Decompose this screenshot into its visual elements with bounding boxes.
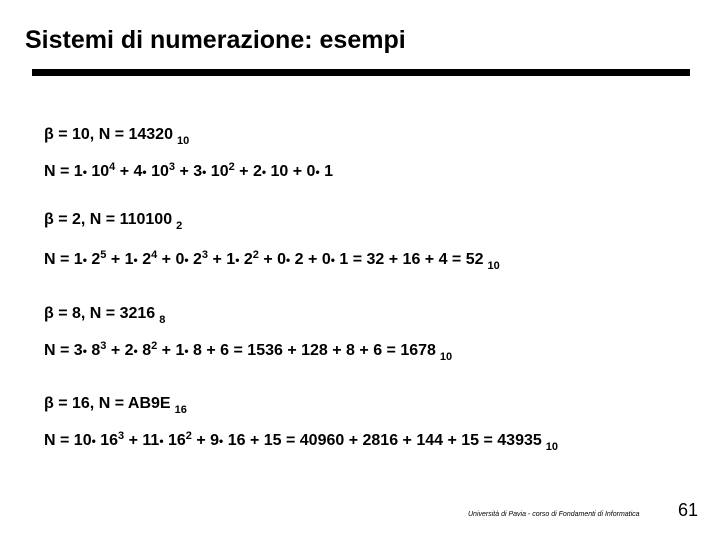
- example-3-result: 1536 + 128 + 8 + 6 = 1678: [247, 342, 436, 359]
- example-3-base: 8: [159, 314, 166, 326]
- example-4-header: β = 16, N = AB9E $_{16}$: [44, 395, 187, 416]
- example-4-result: 40960 + 2816 + 144 + 15 = 43935: [299, 432, 542, 449]
- example-2-base: 2: [176, 220, 183, 232]
- example-4-expansion: N = 10• $16^3$ + 11• $16^2$ + 9• 16 + 15 = 40960 + 2816 + 144 + 15 = 43935 $_{10}$: [44, 430, 559, 453]
- example-3-beta: 8: [72, 305, 81, 322]
- example-1-beta: 10: [72, 126, 90, 143]
- example-1-base: 10: [176, 135, 190, 147]
- title-rule: [32, 69, 690, 76]
- example-3-number: 3216: [119, 305, 156, 322]
- page-number: 61: [678, 500, 699, 520]
- example-2-number: 110100: [119, 211, 173, 228]
- example-1-header: β = 10, N = 14320 $_{10}$: [44, 126, 190, 147]
- example-4-base: 16: [174, 404, 187, 416]
- example-2-beta: 2: [72, 211, 81, 228]
- example-1-number: 14320: [128, 126, 173, 143]
- example-3-header: β = 8, N = 3216 $_8$: [44, 305, 166, 326]
- example-1-expansion: N = 1• $10^4$ + 4• $10^3$ + 3• $10^2$ + 2• 10 + 0• 1: [44, 161, 334, 180]
- example-2-result: 32 + 16 + 4 = 52: [366, 251, 484, 268]
- example-4-beta: 16: [72, 395, 90, 412]
- footer-text: Università di Pavia - corso di Fondamenti di Informatica: [468, 511, 640, 518]
- example-2-expansion: N = 1• $2^5$ + 1• $2^4$ + 0• $2^3$ + 1• $2^2$ + 0• 2 + 0• 1 = 32 + 16 + 4 = 52 $_{10}$: [44, 249, 500, 272]
- example-4-number: AB9E: [127, 395, 171, 412]
- slide-title: Sistemi di numerazione: esempi: [25, 26, 406, 54]
- example-3-expansion: N = 3• $8^3$ + 2• $8^2$ + 1• 8 + 6 = 1536 + 128 + 8 + 6 = 1678 $_{10}$: [44, 340, 453, 363]
- example-2-header: β = 2, N = 110100 $_2$: [44, 211, 183, 232]
